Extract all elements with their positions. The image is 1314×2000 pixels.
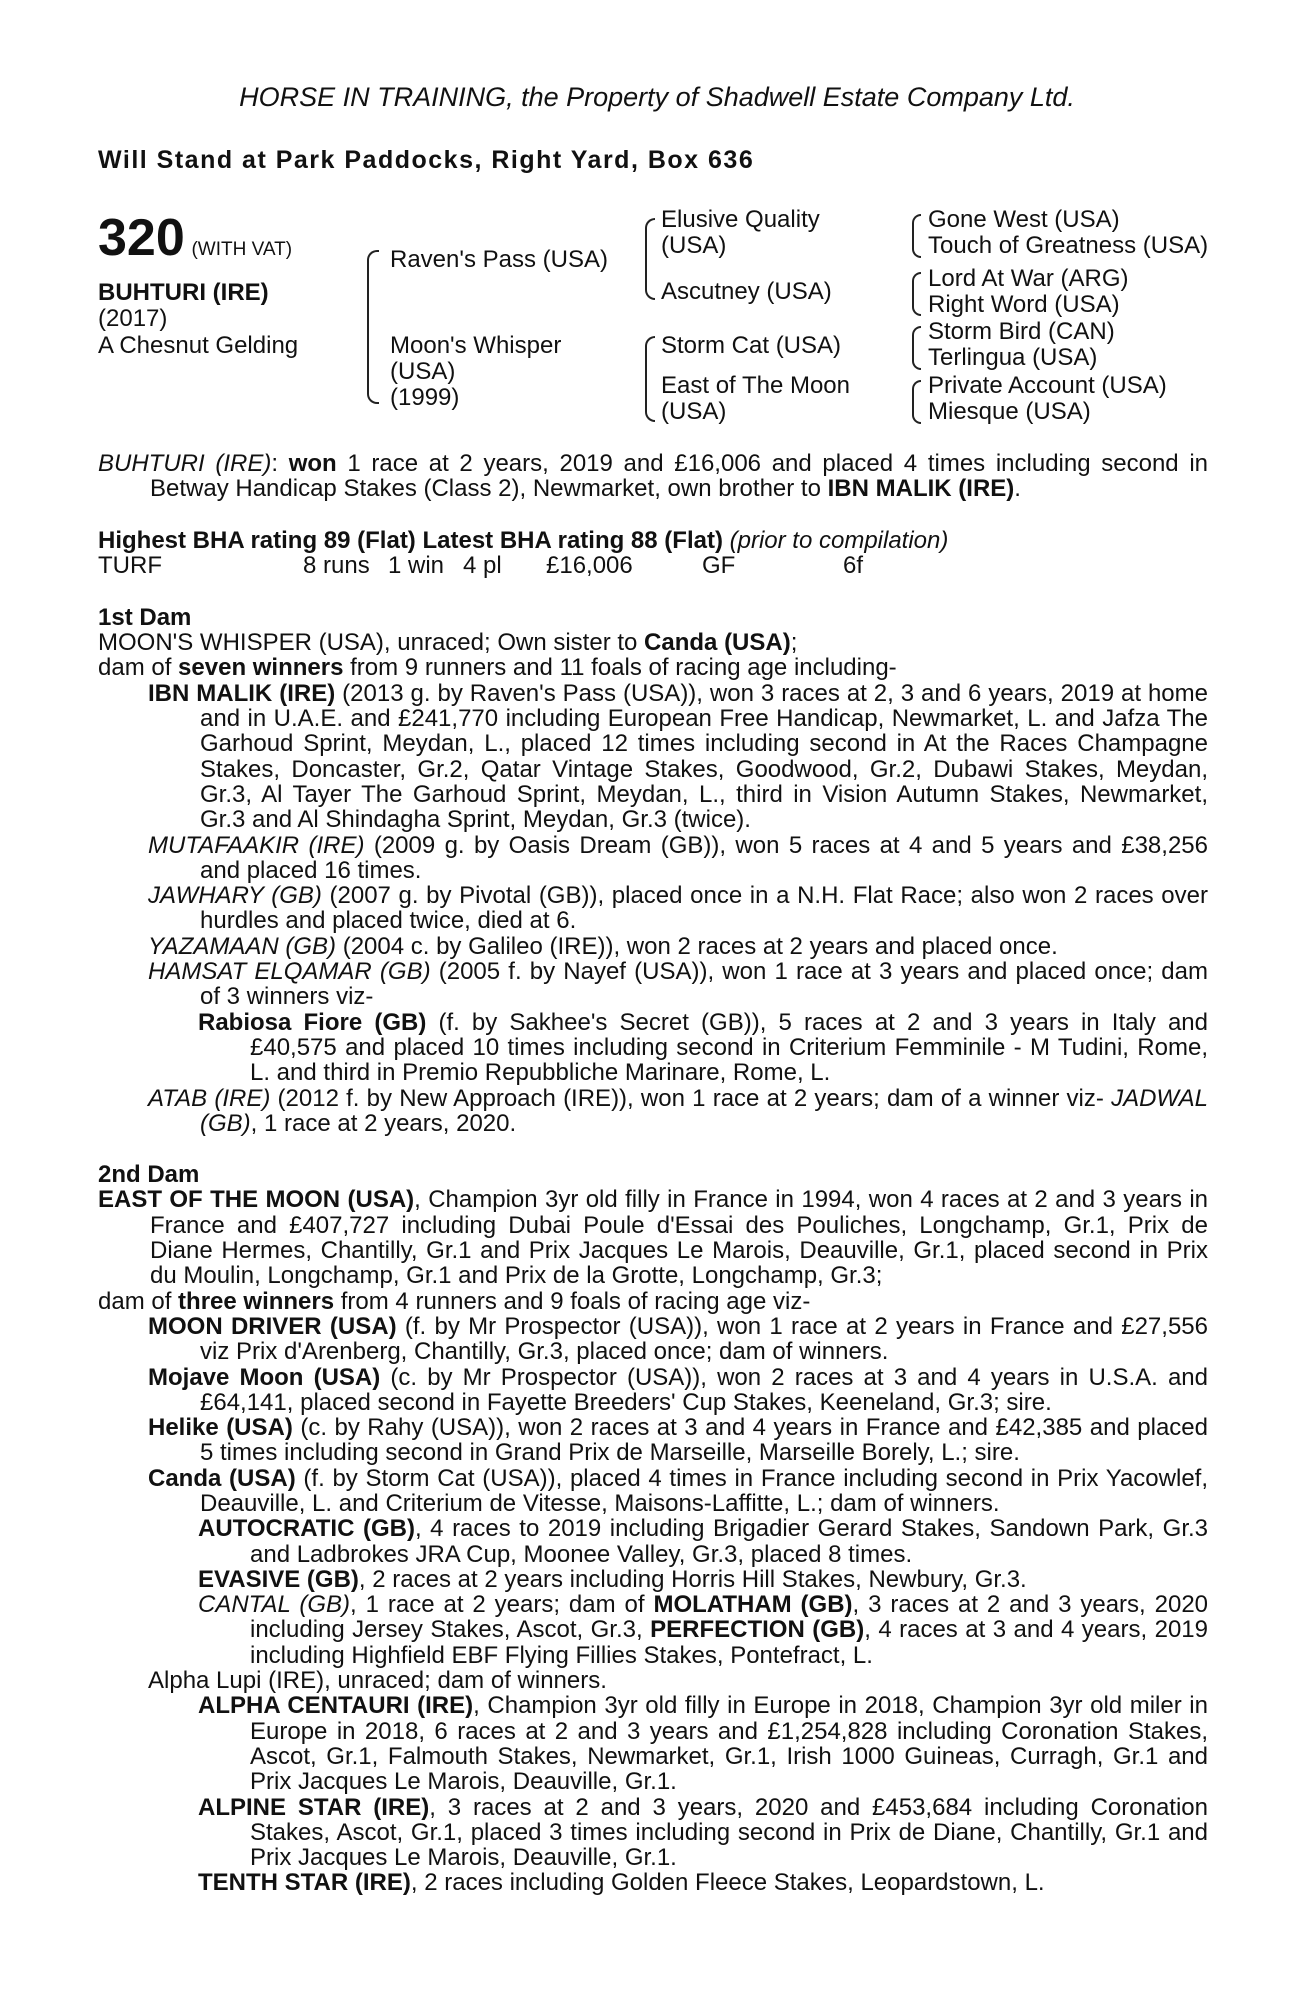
- produce-name: MOLATHAM (GB): [653, 1591, 853, 1619]
- produce-helike: [98, 1415, 1208, 1466]
- produce-text-b: from 4 runners and 9 foals of racing age viz-: [334, 1287, 811, 1315]
- pedigree-sire-sire-2: (USA): [661, 232, 727, 259]
- pedigree-dam-dam-2: (USA): [661, 398, 727, 425]
- ggp-bracket-2: [912, 272, 921, 316]
- produce-name: Rabiosa Fiore (GB): [198, 1008, 427, 1036]
- ggp-3: Lord At War (ARG): [928, 265, 1129, 292]
- produce-atab: [98, 1086, 1208, 1137]
- produce-cantal: [98, 1592, 1208, 1668]
- produce-name: AUTOCRATIC (GB): [198, 1515, 415, 1543]
- produce-text-a: dam of: [98, 1287, 179, 1315]
- second-dam-name: EAST OF THE MOON (USA): [98, 1186, 415, 1214]
- lot-number: 320: [98, 209, 185, 267]
- ggp-bracket-1: [912, 214, 921, 258]
- own-sister-name: Canda (USA): [644, 629, 791, 657]
- produce-alpha-lupi: Alpha Lupi (IRE), unraced; dam of winners.: [148, 1667, 607, 1695]
- turf-places: 4 pl: [463, 551, 502, 579]
- produce-yazamaan: [98, 934, 1208, 959]
- winners-count: seven winners: [178, 654, 344, 682]
- turf-record: [98, 553, 1208, 579]
- ggp-7: Private Account (USA): [928, 372, 1167, 399]
- summary-brother: IBN MALIK (IRE): [827, 475, 1015, 503]
- produce-text: , Champion 3yr old filly in Europe in 2018, Champion 3yr old miler in Europe in 2018, 6 races at 2 and 3 years and £1,254,828 including Coronation Stakes, Ascot, Gr.1, Falmouth Stakes, Newmarket, Gr.1, Irish 1000 Guineas, Curragh, Gr.1 and Prix Jacques Le Marois, Deauville, Gr.1.: [250, 1692, 1208, 1796]
- produce-mojave-moon: [98, 1365, 1208, 1416]
- produce-name: TENTH STAR (IRE): [198, 1869, 411, 1897]
- ggp-2: Touch of Greatness (USA): [928, 232, 1209, 259]
- first-dam-produce-line: [98, 655, 1208, 680]
- produce-name: Canda (USA): [148, 1464, 296, 1492]
- pedigree-sire-dam: Ascutney (USA): [661, 278, 832, 305]
- produce-autocratic: [98, 1516, 1208, 1567]
- catalogue-body: [98, 451, 1208, 1896]
- second-dam-paragraph: [98, 1187, 1208, 1288]
- produce-text: (2004 c. by Galileo (IRE)), won 2 races at 2 years and placed once.: [336, 932, 1058, 960]
- produce-name: YAZAMAAN (GB): [148, 932, 337, 960]
- rating-note: (prior to compilation): [722, 526, 949, 554]
- pedigree-dam-name: Moon's Whisper: [390, 332, 562, 359]
- produce-name: EVASIVE (GB): [198, 1565, 359, 1593]
- dam-parents-bracket: [645, 336, 655, 422]
- pedigree-dam-sire: Storm Cat (USA): [661, 332, 842, 359]
- rating-label: Highest BHA rating 89 (Flat) Latest BHA rating 88 (Flat): [98, 526, 723, 554]
- ggp-4: Right Word (USA): [928, 291, 1120, 318]
- produce-tenth-star: [98, 1870, 1208, 1895]
- ggp-bracket-3: [912, 326, 921, 370]
- turf-going: GF: [702, 551, 736, 579]
- first-dam-heading: 1st Dam: [98, 603, 192, 631]
- produce-text: , 3 races at 2 and 3 years, 2020 and £453,684 including Coronation Stakes, Ascot, Gr.1, placed 3 times including second in Prix de Diane, Chantilly, Gr.1 and Prix Jacques Le Marois, Deauville, Gr.1.: [250, 1793, 1208, 1872]
- produce-moon-driver: [98, 1314, 1208, 1365]
- produce-text: (2012 f. by New Approach (IRE)), won 1 race at 2 years; dam of a winner viz-: [270, 1084, 1104, 1112]
- winners-count: three winners: [178, 1287, 335, 1315]
- pedigree-dam-year: (1999): [390, 384, 460, 411]
- ggp-8: Miesque (USA): [928, 398, 1091, 425]
- produce-name: MOON DRIVER (USA): [148, 1312, 397, 1340]
- produce-rabiosa-fiore: [98, 1010, 1208, 1086]
- produce-alpine-star: [98, 1795, 1208, 1871]
- page-header-title: HORSE IN TRAINING, the Property of Shadwell Estate Company Ltd.: [239, 82, 1075, 112]
- location-line: Will Stand at Park Paddocks, Right Yard, Box 636: [98, 146, 755, 174]
- vat-note: (WITH VAT): [191, 239, 293, 260]
- first-dam-intro-text: MOON'S WHISPER (USA), unraced; Own sister to: [98, 629, 645, 657]
- produce-text: , 4 races to 2019 including Brigadier Gerard Stakes, Sandown Park, Gr.3 and Ladbrokes JRA Cup, Moonee Valley, Gr.3, placed 8 times.: [250, 1515, 1208, 1568]
- produce-name: ALPINE STAR (IRE): [198, 1793, 430, 1821]
- pedigree-sire-sire-1: Elusive Quality: [661, 206, 820, 233]
- produce-text: , 3 races at 2 and 3 years, 2020 including Jersey Stakes, Ascot, Gr.3,: [250, 1591, 1209, 1644]
- ggp-bracket-4: [912, 380, 921, 424]
- produce-hamsat-elqamar: [98, 959, 1208, 1010]
- produce-text: , 2 races including Golden Fleece Stakes, Leopardstown, L.: [410, 1869, 1045, 1897]
- produce-name: MUTAFAAKIR (IRE): [148, 831, 365, 859]
- produce-text-b: from 9 runners and 11 foals of racing age including-: [343, 654, 897, 682]
- turf-wins: 1 win: [388, 551, 445, 579]
- produce-text: (2005 f. by Nayef (USA)), won 1 race at 3 years and placed once; dam of 3 winners viz-: [200, 958, 1208, 1011]
- produce-name: CANTAL (GB): [198, 1591, 351, 1619]
- summary-text-1: 1 race at 2 years, 2019 and £16,006 and placed 4 times including second: [336, 450, 1179, 477]
- ggp-1: Gone West (USA): [928, 206, 1120, 233]
- produce-text: (2007 g. by Pivotal (GB)), placed once in a N.H. Flat Race; also won 2 races over hurdles and placed twice, died at 6.: [200, 882, 1208, 935]
- foaling-year: (2017): [98, 305, 168, 332]
- horse-description: A Chesnut Gelding: [98, 332, 299, 359]
- produce-canda: [98, 1466, 1208, 1517]
- horse-name: BUHTURI (IRE): [98, 279, 269, 306]
- produce-alpha-centauri: [98, 1693, 1208, 1794]
- summary-paragraph: BUHTURI (IRE): won 1 race at 2 years, 2019 and £16,006 and placed 4 times including second in Betway Handicap Stakes (Class 2), Newmarket, own brother to IBN MALIK (IRE).: [98, 450, 1209, 503]
- produce-jawhary: [98, 883, 1208, 934]
- turf-runs: 8 runs: [303, 551, 370, 579]
- summary-horse-name: BUHTURI (IRE): [98, 450, 272, 477]
- pedigree-dam-country: (USA): [390, 358, 456, 385]
- produce-text: , 1 race at 2 years, 2020.: [250, 1109, 517, 1137]
- second-dam-produce-line: [98, 1289, 1208, 1314]
- produce-name: PERFECTION (GB): [650, 1616, 865, 1644]
- produce-name: Helike (USA): [148, 1414, 293, 1442]
- produce-text: (2009 g. by Oasis Dream (GB)), won 5 races at 4 and 5 years and £38,256 and placed 16 times.: [200, 831, 1208, 884]
- produce-evasive: [98, 1567, 1208, 1592]
- summary-text-2: in Betway Handicap Stakes (Class 2), Newmarket, own brother to: [150, 450, 1209, 503]
- produce-text-a: dam of: [98, 654, 179, 682]
- produce-name: HAMSAT ELQAMAR (GB): [148, 958, 431, 986]
- produce-text: , 1 race at 2 years; dam of: [350, 1591, 654, 1619]
- produce-name: JADWAL (GB): [200, 1084, 1209, 1137]
- summary-won: won: [288, 450, 337, 477]
- produce-text: (f. by Storm Cat (USA)), placed 4 times in France including second in Prix Yacowlef, Deauville, L. and Criterium de Vitesse, Maisons-Laffitte, L.; dam of winners.: [200, 1464, 1209, 1517]
- produce-name: Mojave Moon (USA): [148, 1363, 381, 1391]
- ggp-5: Storm Bird (CAN): [928, 318, 1115, 345]
- produce-name: ALPHA CENTAURI (IRE): [198, 1692, 474, 1720]
- produce-text: , 2 races at 2 years including Horris Hill Stakes, Newbury, Gr.3.: [358, 1565, 1027, 1593]
- ggp-6: Terlingua (USA): [928, 344, 1098, 371]
- produce-text: (c. by Mr Prospector (USA)), won 2 races at 3 and 4 years in U.S.A. and £64,141, placed second in Fayette Breeders' Cup Stakes, Keeneland, Gr.3; sire.: [200, 1363, 1208, 1416]
- produce-name: JAWHARY (GB): [148, 882, 322, 910]
- rating-line: [98, 528, 1208, 553]
- second-dam-heading: 2nd Dam: [98, 1161, 200, 1189]
- produce-text: (c. by Rahy (USA)), won 2 races at 3 and 4 years in France and £42,385 and placed 5 times including second in Grand Prix de Marseille, Marseille Borely, L.; sire.: [200, 1414, 1208, 1467]
- produce-text: , 4 races at 3 and 4 years, 2019 including Highfield EBF Flying Fillies Stakes, Pontefract, L.: [250, 1616, 1208, 1669]
- sire-parents-bracket: [645, 218, 655, 300]
- first-dam-intro: MOON'S WHISPER (USA), unraced; Own sister to Canda (USA);: [98, 629, 798, 657]
- lot-number-line: [98, 209, 293, 267]
- pedigree-dam-dam-1: East of The Moon: [661, 372, 850, 399]
- pedigree-sire: Raven's Pass (USA): [390, 246, 608, 273]
- produce-text: (f. by Sakhee's Secret (GB)), 5 races at 2 and 3 years in Italy and £40,575 and placed 10 times including second in Criterium Femminile - M Tudini, Rome, L. and third in Premio Repubbliche Marinare, Rome, L.: [250, 1008, 1209, 1087]
- turf-money: £16,006: [546, 551, 633, 579]
- produce-ibn-malik: [98, 681, 1208, 833]
- produce-mutafaakir: [98, 833, 1208, 884]
- produce-text: (f. by Mr Prospector (USA)), won 1 race at 2 years in France and £27,556 viz Prix d'Arenberg, Chantilly, Gr.3, placed once; dam of winners.: [200, 1312, 1208, 1366]
- turf-distance: 6f: [843, 551, 864, 579]
- turf-label: TURF: [98, 551, 162, 579]
- sire-dam-bracket: [367, 250, 379, 404]
- produce-name: IBN MALIK (IRE): [148, 679, 336, 707]
- second-dam-text: , Champion 3yr old filly in France in 1994, won 4 races at 2 and 3 years in France and £407,727 including Dubai Poule d'Essai des Pouliches, Longchamp, Gr.1, Prix de Diane Hermes, Chantilly, Gr.1 and Prix Jacques Le Marois, Deauville, Gr.1, placed second in Prix du Moulin, Longchamp, Gr.1 and Prix de la Grotte, Longchamp, Gr.3;: [150, 1186, 1208, 1290]
- produce-name: ATAB (IRE): [148, 1084, 271, 1112]
- produce-text: (2013 g. by Raven's Pass (USA)), won 3 races at 2, 3 and 6 years, 2019 at home and in U.A.E. and £241,770 including European Free Handicap, Newmarket, L. and Jafza The Garhoud Sprint, Meydan, L., placed 12 times including second in At the Races Champagne Stakes, Doncaster, Gr.2, Qatar Vintage Stakes, Goodwood, Gr.2, Dubawi Stakes, Meydan, Gr.3, Al Tayer The Garhoud Sprint, Meydan, L., third in Vision Autumn Stakes, Newmarket, Gr.3 and Al Shindagha Sprint, Meydan, Gr.3 (twice).: [200, 679, 1208, 834]
